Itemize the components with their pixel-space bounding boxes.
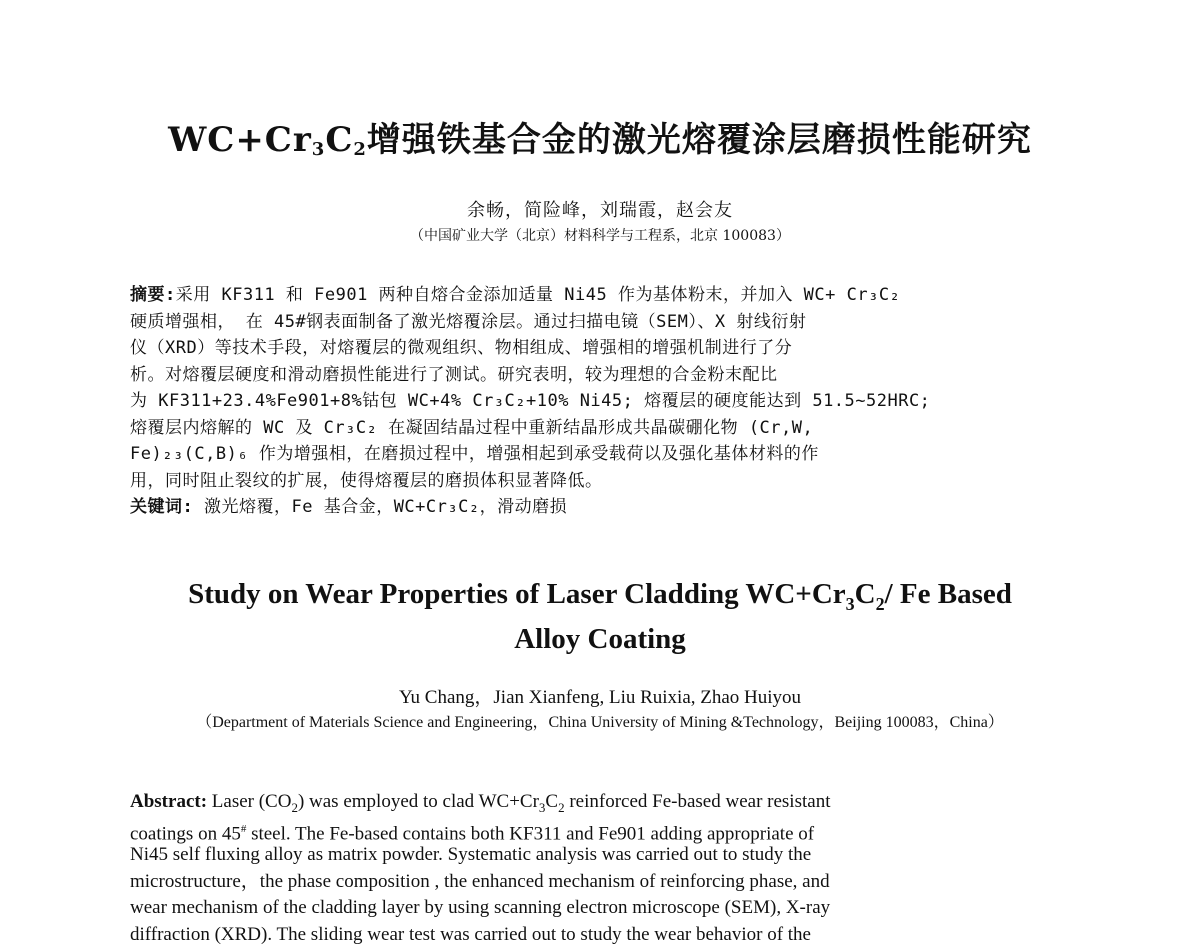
abstract-line: microstructure，the phase composition , the enhanced mechanism of reinforcing phase, and <box>130 870 830 892</box>
chinese-title: $WC+Cr_3C_2$增强铁基合金的激光熔覆涂层磨损性能研究 <box>168 120 1032 160</box>
keywords-line <box>130 494 1030 521</box>
english-affiliation: （Department of Materials Science and Engineering，China University of Mining &Technology，Beijing 100083，China） <box>196 714 1004 731</box>
abstract-line: 熔覆层内熔解的 WC 及 Cr₃C₂ 在凝固结晶过程中重新结晶形成共晶碳硼化物 (Cr,W, <box>130 417 814 438</box>
chinese-authors: 余畅，简险峰，刘瑞霞，赵会友 <box>467 200 733 221</box>
abstract-line: 析。对熔覆层硬度和滑动磨损性能进行了测试。研究表明，较为理想的合金粉末配比 <box>130 364 778 385</box>
chinese-abstract <box>130 282 1030 521</box>
english-authors: Yu Chang，Jian Xianfeng, Liu Ruixia, Zhao Huiyou <box>398 687 802 708</box>
english-title: Study on Wear Properties of Laser Cladding $WC+Cr_3C_2/$ Fe Based Alloy Coating <box>188 578 1012 655</box>
keywords-label: 关键词: <box>130 497 194 517</box>
abstract-line: diffraction (XRD). The sliding wear test was carried out to study the wear behavior of the <box>130 923 811 945</box>
abstract-line: coatings on 45# steel. The Fe-based contains both KF311 and Fe901 adding appropriate of <box>130 822 815 844</box>
abstract-line: Ni45 self fluxing alloy as matrix powder. Systematic analysis was carried out to study the <box>130 844 812 865</box>
abstract-line: Abstract: Laser $(CO_2)$ was employed to clad $WC+Cr_3C_2$ reinforced Fe-based wear resistant <box>130 791 831 815</box>
abstract-line: Fe)₂₃(C,B)₆ 作为增强相，在磨损过程中，增强相起到承受载荷以及强化基体材料的作 <box>130 444 819 464</box>
abstract-label: 摘要: <box>130 285 176 305</box>
abstract-label: Abstract: <box>130 791 208 812</box>
abstract-line: 为 KF311+23.4%Fe901+8%钴包 WC+4% Cr₃C₂+10% Ni45; 熔覆层的硬度能达到 51.5~52HRC; <box>130 391 931 411</box>
abstract-line: 硬质增强相， 在 45#钢表面制备了激光熔覆涂层。通过扫描电镜（SEM）、X 射线衍射 <box>130 311 807 332</box>
abstract-line: 仪（XRD）等技术手段，对熔覆层的微观组织、物相组成、增强相的增强机制进行了分 <box>130 338 793 358</box>
abstract-line: 用，同时阻止裂纹的扩展，使得熔覆层的磨损体积显著降低。 <box>130 470 603 491</box>
chinese-affiliation: （中国矿业大学（北京）材料科学与工程系，北京 100083） <box>410 228 790 244</box>
abstract-line: wear mechanism of the cladding layer by using scanning electron microscope (SEM), X-ray <box>130 897 831 918</box>
abstract-line: 摘要:采用 KF311 和 Fe901 两种自熔合金添加适量 Ni45 作为基体粉末，并加入 WC+ Cr₃C₂ <box>130 285 901 305</box>
keywords-text: 激光熔覆，Fe 基合金，WC+Cr₃C₂，滑动磨损 <box>193 497 568 517</box>
english-abstract <box>130 789 1030 948</box>
